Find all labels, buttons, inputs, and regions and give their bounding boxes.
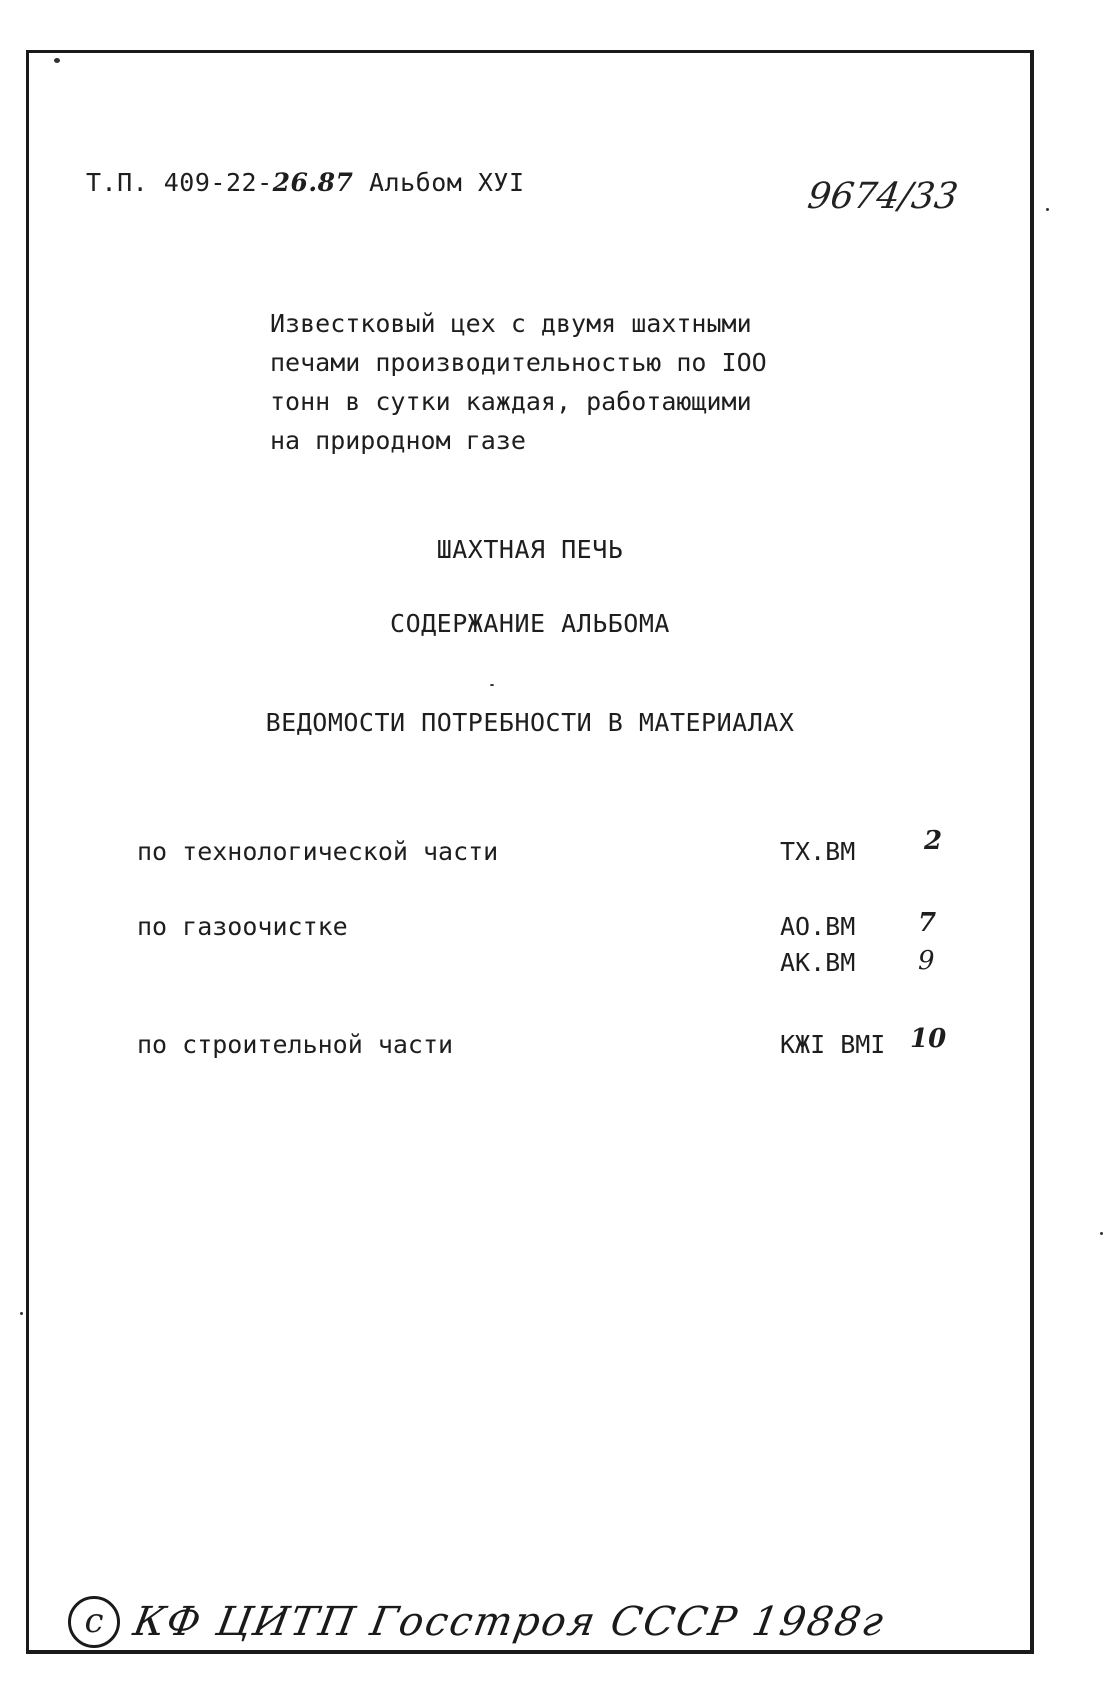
contents-row-code: АО.ВМ [780,912,856,941]
contents-row-label: по строительной части [137,1030,454,1059]
publisher-stamp [68,1594,889,1650]
contents-row-label: по газоочистке [137,912,348,941]
contents-row-page: 7 [918,908,937,938]
stamp-text: КФ ЦИТП Госстроя СССР 1988г [129,1599,889,1645]
document-code [86,168,525,197]
contents-row-code: ТХ.ВМ [780,837,856,866]
scan-speck [54,58,60,63]
copyright-icon: c [68,1596,120,1648]
contents-row-label: по технологической части [137,837,499,866]
scan-speck [1046,208,1049,211]
scan-speck [490,684,494,686]
intro-text [270,304,767,460]
contents-row-page: 9 [918,946,935,976]
contents-row-page: 2 [924,826,943,856]
contents-title: СОДЕРЖАНИЕ АЛЬБОМА [390,609,670,638]
archive-number: 9674/33 [805,176,961,217]
statements-title: ВЕДОМОСТИ ПОТРЕБНОСТИ В МАТЕРИАЛАХ [265,708,795,737]
contents-row-page: 10 [910,1024,947,1054]
code-handwritten: 26.87 [272,168,354,197]
album-label: Альбом ХУI [368,168,525,197]
furnace-title: ШАХТНАЯ ПЕЧЬ [436,535,624,564]
contents-row-code: КЖI ВМI [780,1030,886,1059]
scan-speck [20,1312,23,1315]
code-prefix: Т.П. 409-22- [86,168,273,197]
intro-line: тонн в сутки каждая, работающими [270,387,752,416]
scan-speck [1100,1232,1103,1235]
intro-line: печами производительностью по IOO [270,348,767,377]
contents-row-code: АК.ВМ [780,948,856,977]
intro-line: Известковый цех с двумя шахтными [270,309,752,338]
intro-line: на природном газе [270,426,526,455]
